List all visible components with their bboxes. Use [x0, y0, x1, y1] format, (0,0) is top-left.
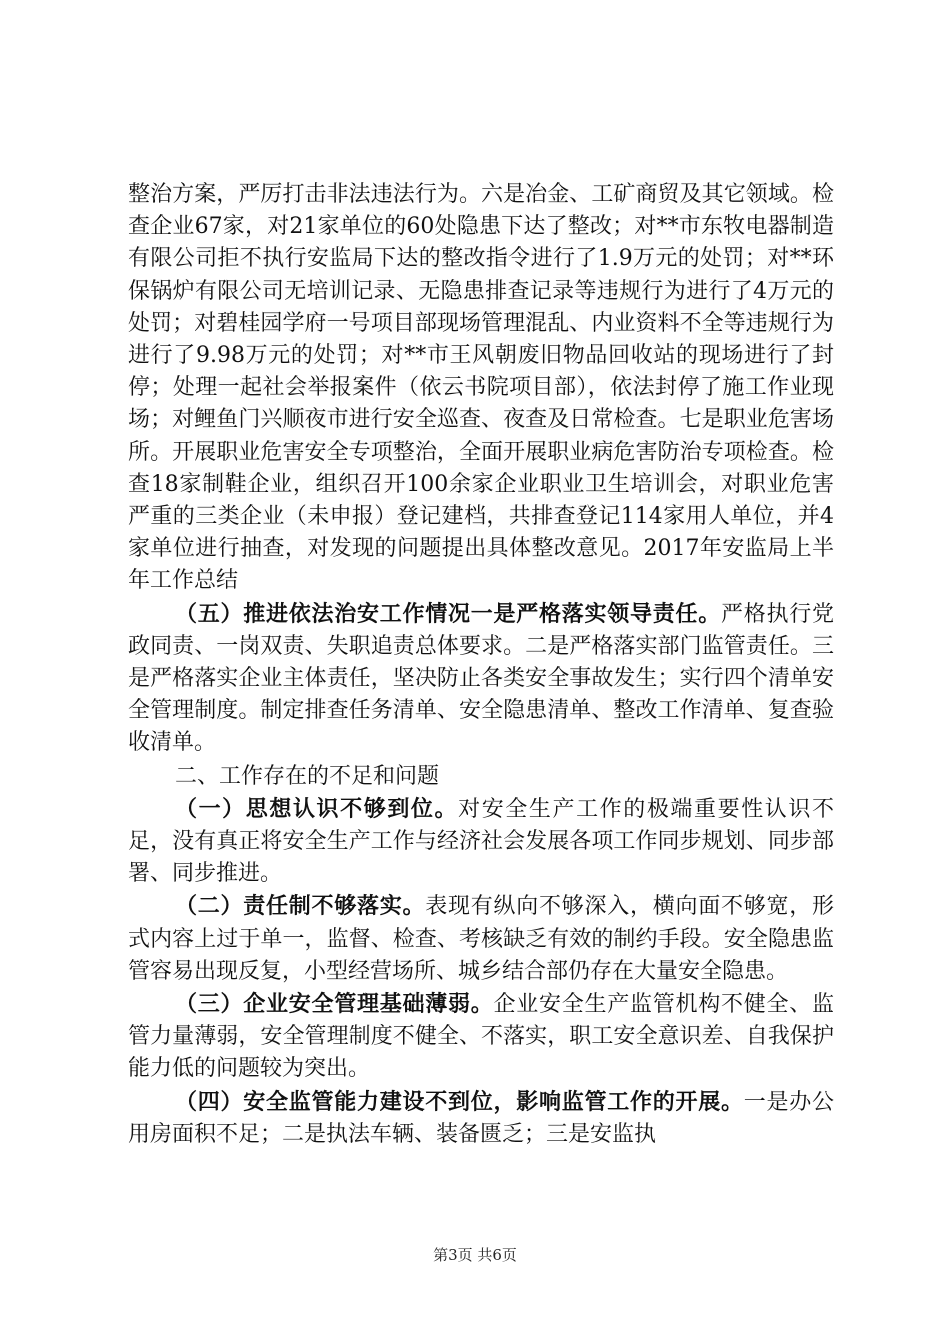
- paragraph-text: 严格执行党政同责、一岗双责、失职追责总体要求。二是严格落实部门监管责任。三是严格落实企业主体责任，坚决防止各类安全事故发生；实行四个清单安全管理制度。制定排查任务清单、安全隐患清单、整改工作清单、复查验收清单。: [128, 601, 834, 756]
- paragraph-text: 对安全生产工作的极端重要性认识不足，没有真正将安全生产工作与经济社会发展各项工作同步规划、同步部署、同步推进。: [128, 796, 834, 887]
- paragraph-lead: （一）思想认识不够到位。: [175, 795, 459, 822]
- page-number-label: 第3页 共6页: [433, 1246, 517, 1264]
- paragraph-text: 企业安全生产监管机构不健全、监管力量薄弱，安全管理制度不健全、不落实，职工安全意识差、自我保护能力低的问题较为突出。: [128, 992, 834, 1082]
- paragraph-text: 整治方案，严厉打击非法违法行为。六是冶金、工矿商贸及其它领域。检查企业67家，对21家单位的60处隐患下达了整改；对**市东牧电器制造有限公司拒不执行安监局下达的整改指令进行了1.9万元的处罚；对**环保锅炉有限公司无培训记录、无隐患排查记录等违规行为进行了4万元的处罚；对碧桂园学府一号项目部现场管理混乱、内业资料不全等违规行为进行了9.98万元的处罚；对**市王风朝废旧物品回收站的现场进行了封停；处理一起社会举报案件（依云书院项目部），依法封停了施工作业现场；对鲤鱼门兴顺夜市进行安全巡查、夜查及日常检查。七是职业危害场所。开展职业危害安全专项整治，全面开展职业病危害防治专项检查。检查18家制鞋企业，组织召开100余家企业职业卫生培训会，对职业危害严重的三类企业（未申报）登记建档，共排查登记114家用人单位，并4家单位进行抽查，对发现的问题提出具体整改意见。2017年安监局上半年工作总结: [128, 182, 834, 594]
- section-heading: [128, 760, 834, 793]
- paragraph-lead: （三）企业安全管理基础薄弱。: [175, 991, 494, 1018]
- paragraph-lead: （二）责任制不够落实。: [175, 893, 426, 920]
- paragraph-text: 一是办公用房面积不足；二是执法车辆、装备匮乏；三是安监执: [128, 1089, 834, 1147]
- paragraph-5: [128, 890, 834, 988]
- paragraph-6: [128, 988, 834, 1086]
- page-footer: [0, 1244, 950, 1265]
- paragraph-4: [128, 793, 834, 891]
- paragraph-7: [128, 1086, 834, 1151]
- paragraph-lead: （五）推进依法治安工作情况一是严格落实领导责任。: [175, 600, 721, 627]
- paragraph-1: [128, 178, 834, 598]
- paragraph-text: 二、工作存在的不足和问题: [175, 763, 440, 789]
- document-body: [128, 178, 834, 1151]
- paragraph-2: [128, 598, 834, 760]
- paragraph-lead: （四）安全监管能力建设不到位，影响监管工作的开展。: [175, 1088, 744, 1115]
- paragraph-text: 表现有纵向不够深入，横向面不够宽，形式内容上过于单一，监督、检查、考核缺乏有效的制约手段。安全隐患监管容易出现反复，小型经营场所、城乡结合部仍存在大量安全隐患。: [128, 894, 834, 984]
